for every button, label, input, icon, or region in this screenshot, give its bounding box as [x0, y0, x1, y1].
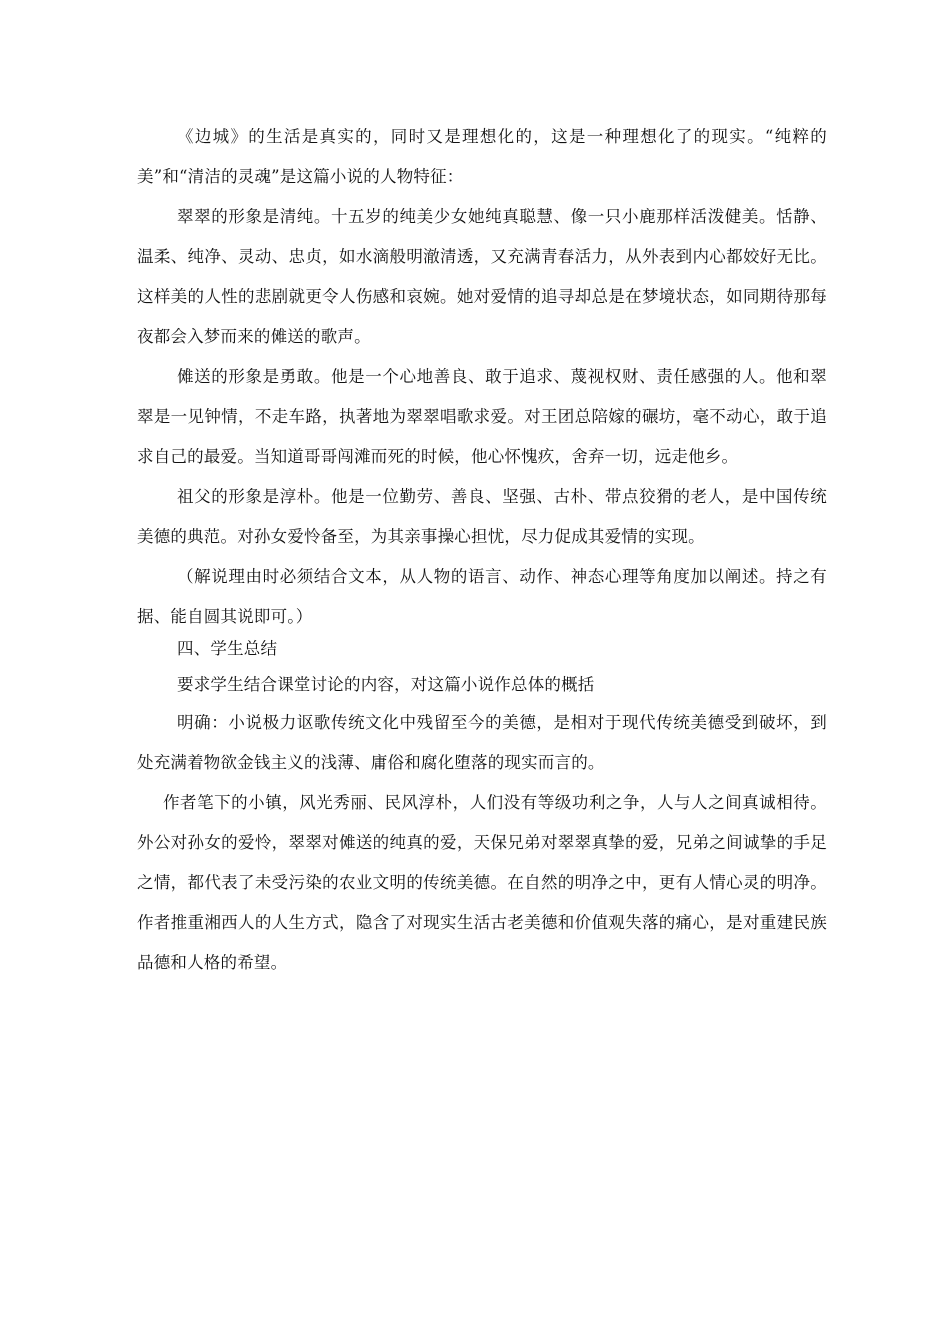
paragraph-requirement: 要求学生结合课堂讨论的内容，对这篇小说作总体的概括	[177, 675, 595, 694]
paragraph-note: （解说理由时必须结合文本，从人物的语言、动作、神态心理等角度加以阐述。持之有据、能自圆其说即可。）	[137, 567, 827, 626]
paragraph-clarification: 明确：小说极力讴歌传统文化中残留至今的美德，是相对于现代传统美德受到破坏，到处充满着物欲金钱主义的浅薄、庸俗和腐化堕落的现实而言的。	[137, 713, 827, 772]
paragraph-intro: 《边城》的生活是真实的，同时又是理想化的，这是一种理想化了的现实。“纯粹的美”和“清洁的灵魂”是这篇小说的人物特征：	[137, 127, 827, 186]
paragraph-grandfather: 祖父的形象是淳朴。他是一位勤劳、善良、坚强、古朴、带点狡猾的老人，是中国传统美德的典范。对孙女爱怜备至，为其亲事操心担忧，尽力促成其爱情的实现。	[137, 487, 827, 546]
paragraph-conclusion: 作者笔下的小镇，风光秀丽、民风淳朴，人们没有等级功利之争，人与人之间真诚相待。外公对孙女的爱怜，翠翠对傩送的纯真的爱，天保兄弟对翠翠真挚的爱，兄弟之间诚挚的手足之情，都代表了未受污染的农业文明的传统美德。在自然的明净之中，更有人情心灵的明净。作者推重湘西人的人生方式，隐含了对现实生活古老美德和价值观失落的痛心，是对重建民族品德和人格的希望。	[137, 793, 827, 972]
paragraph-nuosong: 傩送的形象是勇敢。他是一个心地善良、敢于追求、蔑视权财、责任感强的人。他和翠翠是一见钟情，不走车路，执著地为翠翠唱歌求爱。对王团总陪嫁的碾坊，毫不动心，敢于追求自己的最爱。当知道哥哥闯滩而死的时候，他心怀愧疚，舍弃一切，远走他乡。	[137, 367, 827, 466]
paragraph-cuicui: 翠翠的形象是清纯。十五岁的纯美少女她纯真聪慧、像一只小鹿那样活泼健美。恬静、温柔、纯净、灵动、忠贞，如水滴般明澈清透，又充满青春活力，从外表到内心都姣好无比。这样美的人性的悲剧就更令人伤感和哀婉。她对爱情的追寻却总是在梦境状态，如同期待那每夜都会入梦而来的傩送的歌声。	[137, 207, 827, 346]
section-heading: 四、学生总结	[177, 639, 278, 658]
